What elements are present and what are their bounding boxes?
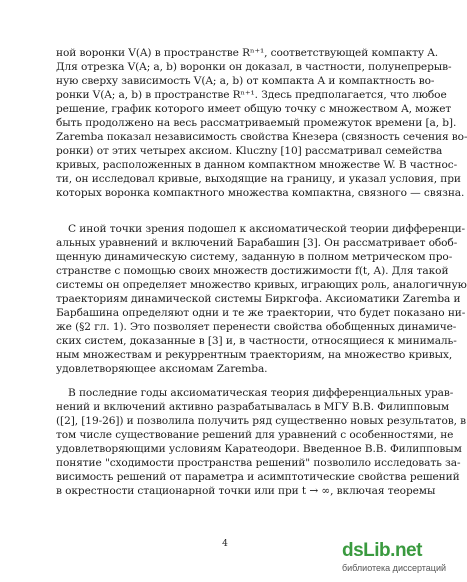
text-line: понятие "сходимости пространства решений" позволило исследовать за-	[56, 457, 461, 469]
text-line: С иной точки зрения подошел к аксиоматической теории дифференци-	[68, 223, 466, 235]
text-line: ских систем, доказанные в [3] и, в частности, относящиеся к минималь-	[56, 335, 457, 347]
text-line: висимость решений от параметра и асимптотические свойства решений	[56, 471, 460, 483]
text-line: В последние годы аксиоматическая теория дифференциальных урав-	[68, 387, 454, 399]
text-line: удовлетворяющими условиям Каратеодори. Введенное В.В. Филипповым	[56, 443, 462, 455]
text-line: ронки V(A; a, b) в пространстве Rⁿ⁺¹. Здесь предполагается, что любое	[56, 89, 447, 101]
text-line: ным множествам и рекуррентным траекториям, на множество кривых,	[56, 349, 453, 361]
text-line: удовлетворяющее аксиомам Zaremba.	[56, 363, 268, 375]
watermark	[342, 540, 447, 576]
text-line: в окрестности стационарной точки или при t → ∞, включая теоремы	[56, 485, 436, 497]
text-line: Барбашина определяют одни и те же траектории, что будет показано ни-	[56, 307, 466, 319]
text-line: ([2], [19-26]) и позволила получить ряд существенно новых результатов, в	[56, 415, 466, 427]
text-line: ти, он исследовал кривые, выходящие на границу, и указал условия, при	[56, 173, 461, 185]
text-line: быть продолжено на весь рассматриваемый промежуток времени [a, b].	[56, 117, 457, 129]
text-line: же (§2 гл. 1). Это позволяет перенести свойства обобщенных динамиче-	[56, 321, 457, 333]
text-line: кривых, расположенных в данном компактном множестве W. В частнос-	[56, 159, 458, 171]
text-line: том числе существование решений для уравнений с особенностями, не	[56, 429, 454, 441]
text-line: решение, график которого имеет общую точку с множеством A, может	[56, 103, 452, 115]
text-line: щенную динамическую систему, заданную в полном метрическом про-	[56, 251, 453, 263]
watermark-subtitle: библиотека диссертаций	[342, 563, 447, 573]
text-line: ной воронки V(A) в пространстве Rⁿ⁺¹, соответствующей компакту A.	[56, 47, 439, 59]
text-line: альных уравнений и включений Барабашин [3]. Он рассматривает обоб-	[56, 237, 458, 249]
text-line: ную сверху зависимость V(A; a, b) от компакта A и компактность во-	[56, 75, 435, 87]
watermark-logo: dsLib.net	[342, 540, 422, 561]
text-line: Zaremba показал независимость свойства Кнезера (связность сечения во-	[56, 131, 467, 143]
text-line: системы он определяет множество кривых, играющих роль, аналогичную	[56, 279, 467, 291]
text-line: траекториям динамической системы Биркгофа. Аксиоматики Zaremba и	[56, 293, 461, 305]
text-line: ронки) от этих четырех аксиом. Kluczny [10] рассматривал семейства	[56, 145, 443, 157]
text-line: Для отрезка V(A; a, b) воронки он доказал, в частности, полунепрерыв-	[56, 61, 452, 73]
text-line: нений и включений активно разрабатывалась в МГУ В.В. Филипповым	[56, 401, 450, 413]
text-line: странстве с помощью своих множеств достижимости f(t, A). Для такой	[56, 265, 449, 277]
text-line: которых воронка компактного множества компактна, связного — связна.	[56, 187, 465, 199]
page-number: 4	[222, 539, 228, 549]
